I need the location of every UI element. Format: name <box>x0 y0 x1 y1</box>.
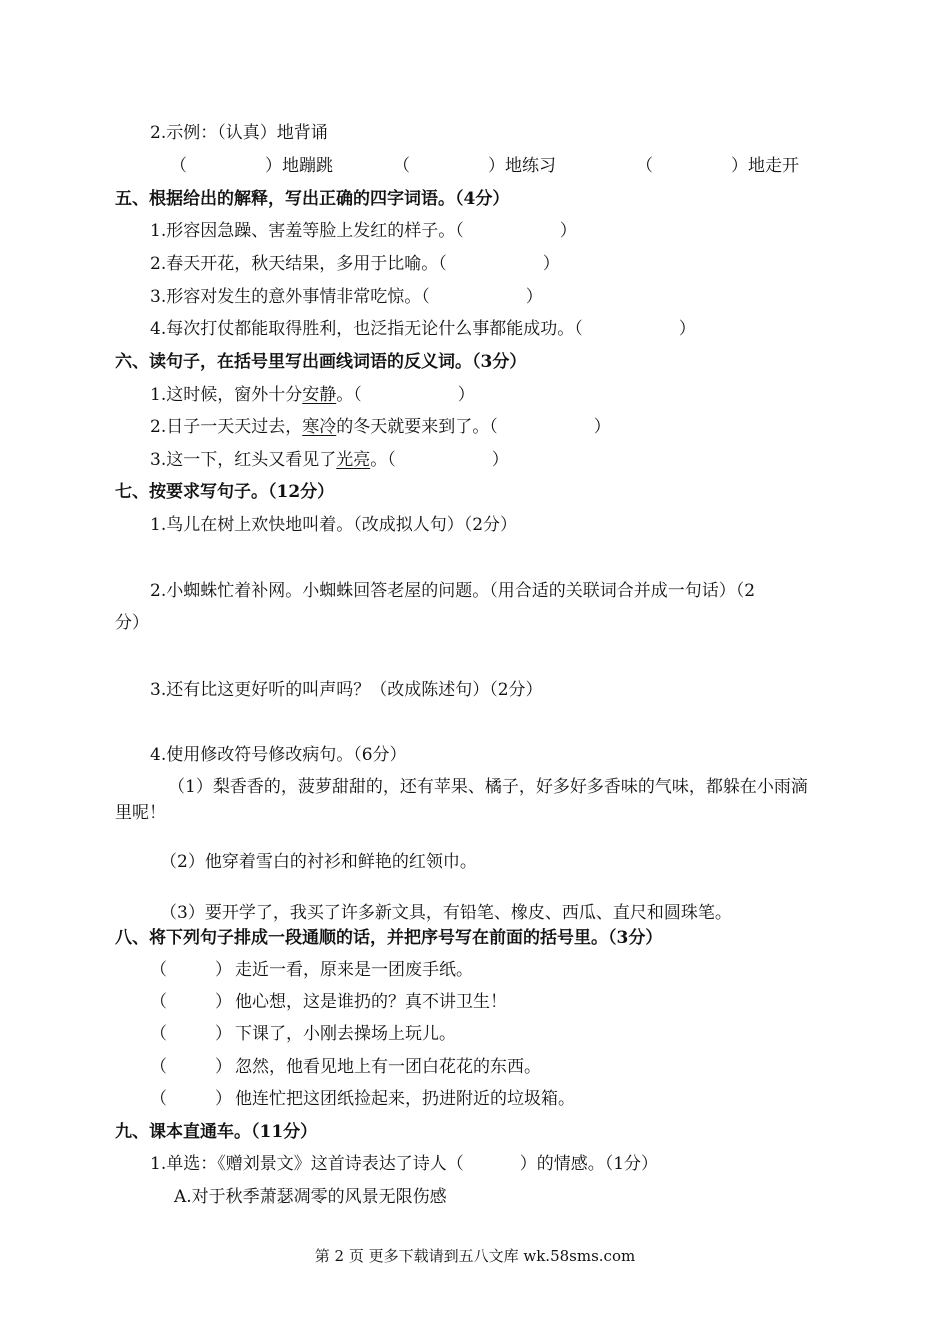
s8-item-1-open: （ <box>150 960 167 980</box>
s8-item-2-text: 他心想，这是谁扔的？真不讲卫生！ <box>235 992 507 1012</box>
s5-item-4-close: ） <box>678 319 696 339</box>
s8-item-5-close: ） <box>215 1089 232 1109</box>
s4-q2-blanks <box>170 155 799 177</box>
s8-item-5-text: 他连忙把这团纸捡起来，扔进附近的垃圾箱。 <box>235 1089 575 1109</box>
s5-item-4-text: 4.每次打仗都能取得胜利，也泛指无论什么事都能成功。（ <box>150 319 583 339</box>
s8-item-1-close: ） <box>215 960 232 980</box>
s8-item-4-text: 忽然，他看见地上有一团白花花的东西。 <box>235 1057 541 1077</box>
s6-item-1-close: ） <box>457 385 475 405</box>
s6-item-1 <box>150 384 475 406</box>
s8-item-1-text: 走近一看，原来是一团废手纸。 <box>235 960 473 980</box>
s5-item-4 <box>150 318 696 340</box>
s7-q4-3: （3）要开学了，我买了许多新文具，有铅笔、橡皮、西瓜、直尺和圆珠笔。 <box>160 903 732 923</box>
s7-q1: 1.鸟儿在树上欢快地叫着。（改成拟人句）（2分） <box>150 515 518 535</box>
s5-item-2-text: 2.春天开花，秋天结果，多用于比喻。（ <box>150 254 447 274</box>
s8-item-2-close: ） <box>215 992 232 1012</box>
s4-q2-example: 2.示例：（认真）地背诵 <box>150 123 328 143</box>
s9-title: 九、课本直通车。（11分） <box>115 1122 318 1142</box>
s7-q4: 4.使用修改符号修改病句。（6分） <box>150 745 407 765</box>
s6-item-3-underlined-word: 光亮 <box>336 450 371 470</box>
s5-item-1-close: ） <box>559 221 577 241</box>
s9-q1-post: ）的情感。（1分） <box>519 1154 659 1174</box>
s5-title: 五、根据给出的解释，写出正确的四字词语。（4分） <box>115 189 510 209</box>
page-footer: 第 2 页 更多下载请到五八文库 wk.58sms.com <box>314 1247 636 1265</box>
s9-q1-option-a: A.对于秋季萧瑟凋零的风景无限伤感 <box>174 1187 447 1207</box>
s4-blank2-open: （ <box>393 156 410 176</box>
s7-q2-line2: 分） <box>115 613 149 633</box>
s8-item-2-open: （ <box>150 992 167 1012</box>
s5-item-3-close: ） <box>525 287 543 307</box>
s5-item-2-close: ） <box>542 254 560 274</box>
s8-title: 八、将下列句子排成一段通顺的话，并把序号写在前面的括号里。（3分） <box>115 928 663 948</box>
s6-item-2-pre: 2.日子一天天过去， <box>150 417 303 437</box>
s5-item-3 <box>150 286 543 308</box>
s9-q1-pre: 1.单选：《赠刘景文》这首诗表达了诗人（ <box>150 1154 464 1174</box>
s4-blank1-close: ）地蹦跳 <box>265 156 333 176</box>
s6-item-2-underlined-word: 寒冷 <box>302 417 337 437</box>
s5-item-1-text: 1.形容因急躁、害羞等脸上发红的样子。（ <box>150 221 464 241</box>
s8-item-2 <box>150 991 507 1013</box>
s8-item-4-close: ） <box>215 1057 232 1077</box>
s8-item-3-text: 下课了，小刚去操场上玩儿。 <box>235 1024 456 1044</box>
s8-item-1 <box>150 959 473 981</box>
s4-blank1-open: （ <box>170 156 187 176</box>
s8-item-4-open: （ <box>150 1057 167 1077</box>
s5-item-2 <box>150 253 560 275</box>
s8-item-5 <box>150 1088 575 1110</box>
s4-blank3-open: （ <box>636 156 653 176</box>
s4-blank3-close: ）地走开 <box>731 156 799 176</box>
s7-title: 七、按要求写句子。（12分） <box>115 482 335 502</box>
s7-q2-line1: 2.小蜘蛛忙着补网。小蜘蛛回答老屋的问题。（用合适的关联词合并成一句话）（2 <box>150 581 756 601</box>
s5-item-3-text: 3.形容对发生的意外事情非常吃惊。（ <box>150 287 430 307</box>
s7-q4-1-line2: 里呢！ <box>115 803 166 823</box>
s6-item-3-pre: 3.这一下，红头又看见了 <box>150 450 337 470</box>
s6-item-1-underlined-word: 安静 <box>302 385 337 405</box>
s6-item-3-post: 。（ <box>370 450 396 470</box>
s9-q1 <box>150 1153 658 1175</box>
s6-item-1-pre: 1.这时候，窗外十分 <box>150 385 303 405</box>
s6-item-2-post: 的冬天就要来到了。（ <box>336 417 498 437</box>
s6-item-2-close: ） <box>593 417 611 437</box>
s7-q3: 3.还有比这更好听的叫声吗？（改成陈述句）（2分） <box>150 680 543 700</box>
s4-blank2-close: ）地练习 <box>488 156 556 176</box>
s8-item-3 <box>150 1023 456 1045</box>
s5-item-1 <box>150 220 577 242</box>
s7-q4-1-line1: （1）梨香香的，菠萝甜甜的，还有苹果、橘子，好多好多香味的气味，都躲在小雨滴 <box>168 777 808 797</box>
s6-item-2 <box>150 416 611 438</box>
s6-title: 六、读句子，在括号里写出画线词语的反义词。（3分） <box>115 352 527 372</box>
s6-item-1-post: 。（ <box>336 385 362 405</box>
s6-item-3-close: ） <box>491 450 509 470</box>
s6-item-3 <box>150 449 509 471</box>
s8-item-3-open: （ <box>150 1024 167 1044</box>
s8-item-4 <box>150 1056 541 1078</box>
s8-item-5-open: （ <box>150 1089 167 1109</box>
s7-q4-2: （2）他穿着雪白的衬衫和鲜艳的红领巾。 <box>160 852 477 872</box>
s8-item-3-close: ） <box>215 1024 232 1044</box>
